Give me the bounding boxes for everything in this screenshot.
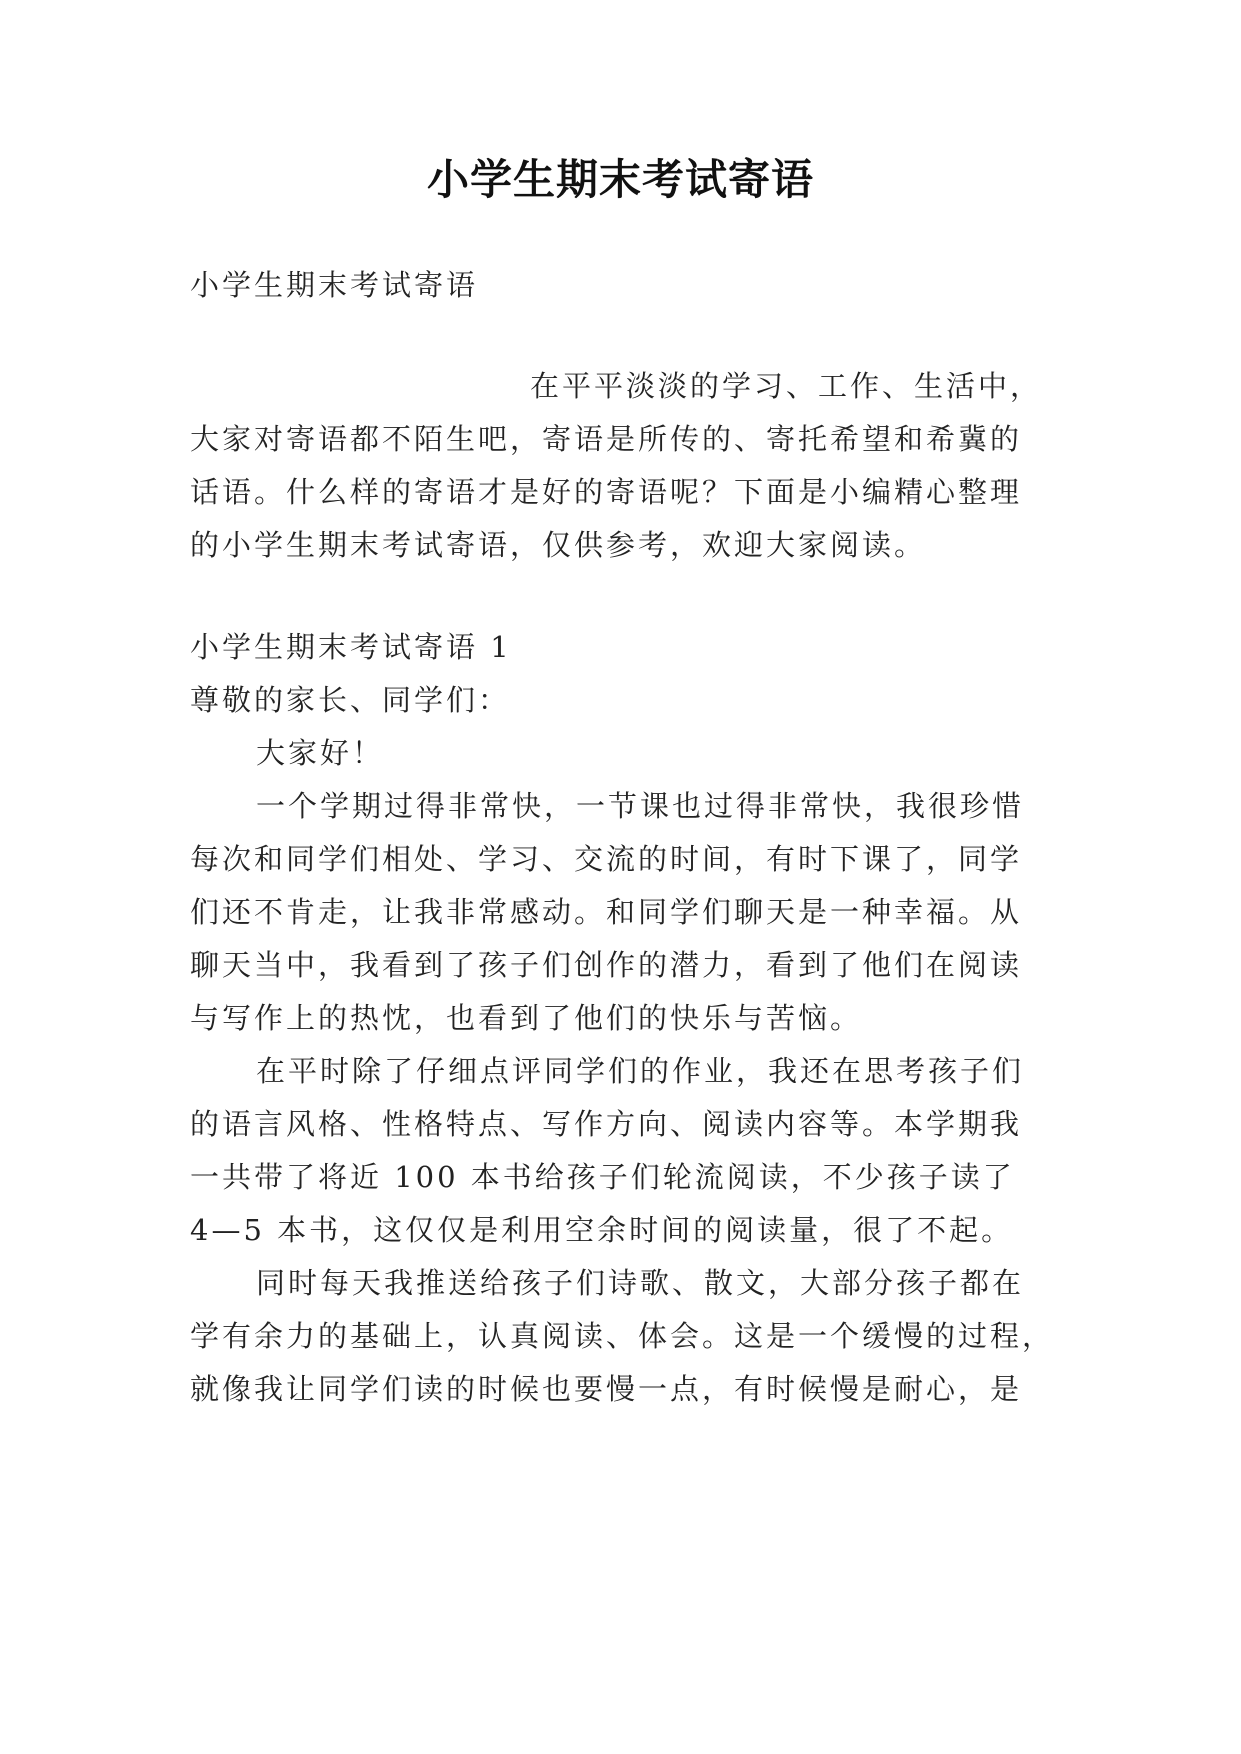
paragraph-line: 的语言风格、性格特点、写作方向、阅读内容等。本学期我 — [190, 1107, 1023, 1141]
paragraph-line: 在平时除了仔细点评同学们的作业，我还在思考孩子们 — [256, 1054, 1025, 1088]
subtitle: 小学生期末考试寄语 — [190, 268, 479, 302]
greeting: 大家好！ — [256, 736, 385, 770]
paragraph-line: 就像我让同学们读的时候也要慢一点，有时候慢是耐心，是 — [190, 1372, 1023, 1406]
paragraph-line: 每次和同学们相处、学习、交流的时间，有时下课了，同学 — [190, 842, 1023, 876]
intro-line: 话语。什么样的寄语才是好的寄语呢？下面是小编精心整理 — [190, 475, 1023, 509]
paragraph-line: 与写作上的热忱，也看到了他们的快乐与苦恼。 — [190, 1001, 863, 1035]
paragraph-line: 一个学期过得非常快，一节课也过得非常快，我很珍惜 — [256, 789, 1025, 823]
paragraph-line: 一共带了将近 100 本书给孩子们轮流阅读，不少孩子读了 — [190, 1160, 1015, 1194]
intro-line: 的小学生期末考试寄语，仅供参考，欢迎大家阅读。 — [190, 528, 927, 562]
paragraph-line: 聊天当中，我看到了孩子们创作的潜力，看到了他们在阅读 — [190, 948, 1023, 982]
paragraph-line: 们还不肯走，让我非常感动。和同学们聊天是一种幸福。从 — [190, 895, 1023, 929]
intro-line: 大家对寄语都不陌生吧，寄语是所传的、寄托希望和希冀的 — [190, 422, 1023, 456]
section-heading: 小学生期末考试寄语 1 — [190, 630, 512, 664]
document-title: 小学生期末考试寄语 — [426, 155, 814, 204]
paragraph-line: 4—5 本书，这仅仅是利用空余时间的阅读量，很了不起。 — [190, 1213, 1014, 1247]
salutation: 尊敬的家长、同学们： — [190, 683, 511, 717]
intro-line: 在平平淡淡的学习、工作、生活中， — [530, 369, 1043, 403]
paragraph-line: 学有余力的基础上，认真阅读、体会。这是一个缓慢的过程， — [190, 1319, 1055, 1353]
paragraph-line: 同时每天我推送给孩子们诗歌、散文，大部分孩子都在 — [256, 1266, 1025, 1300]
